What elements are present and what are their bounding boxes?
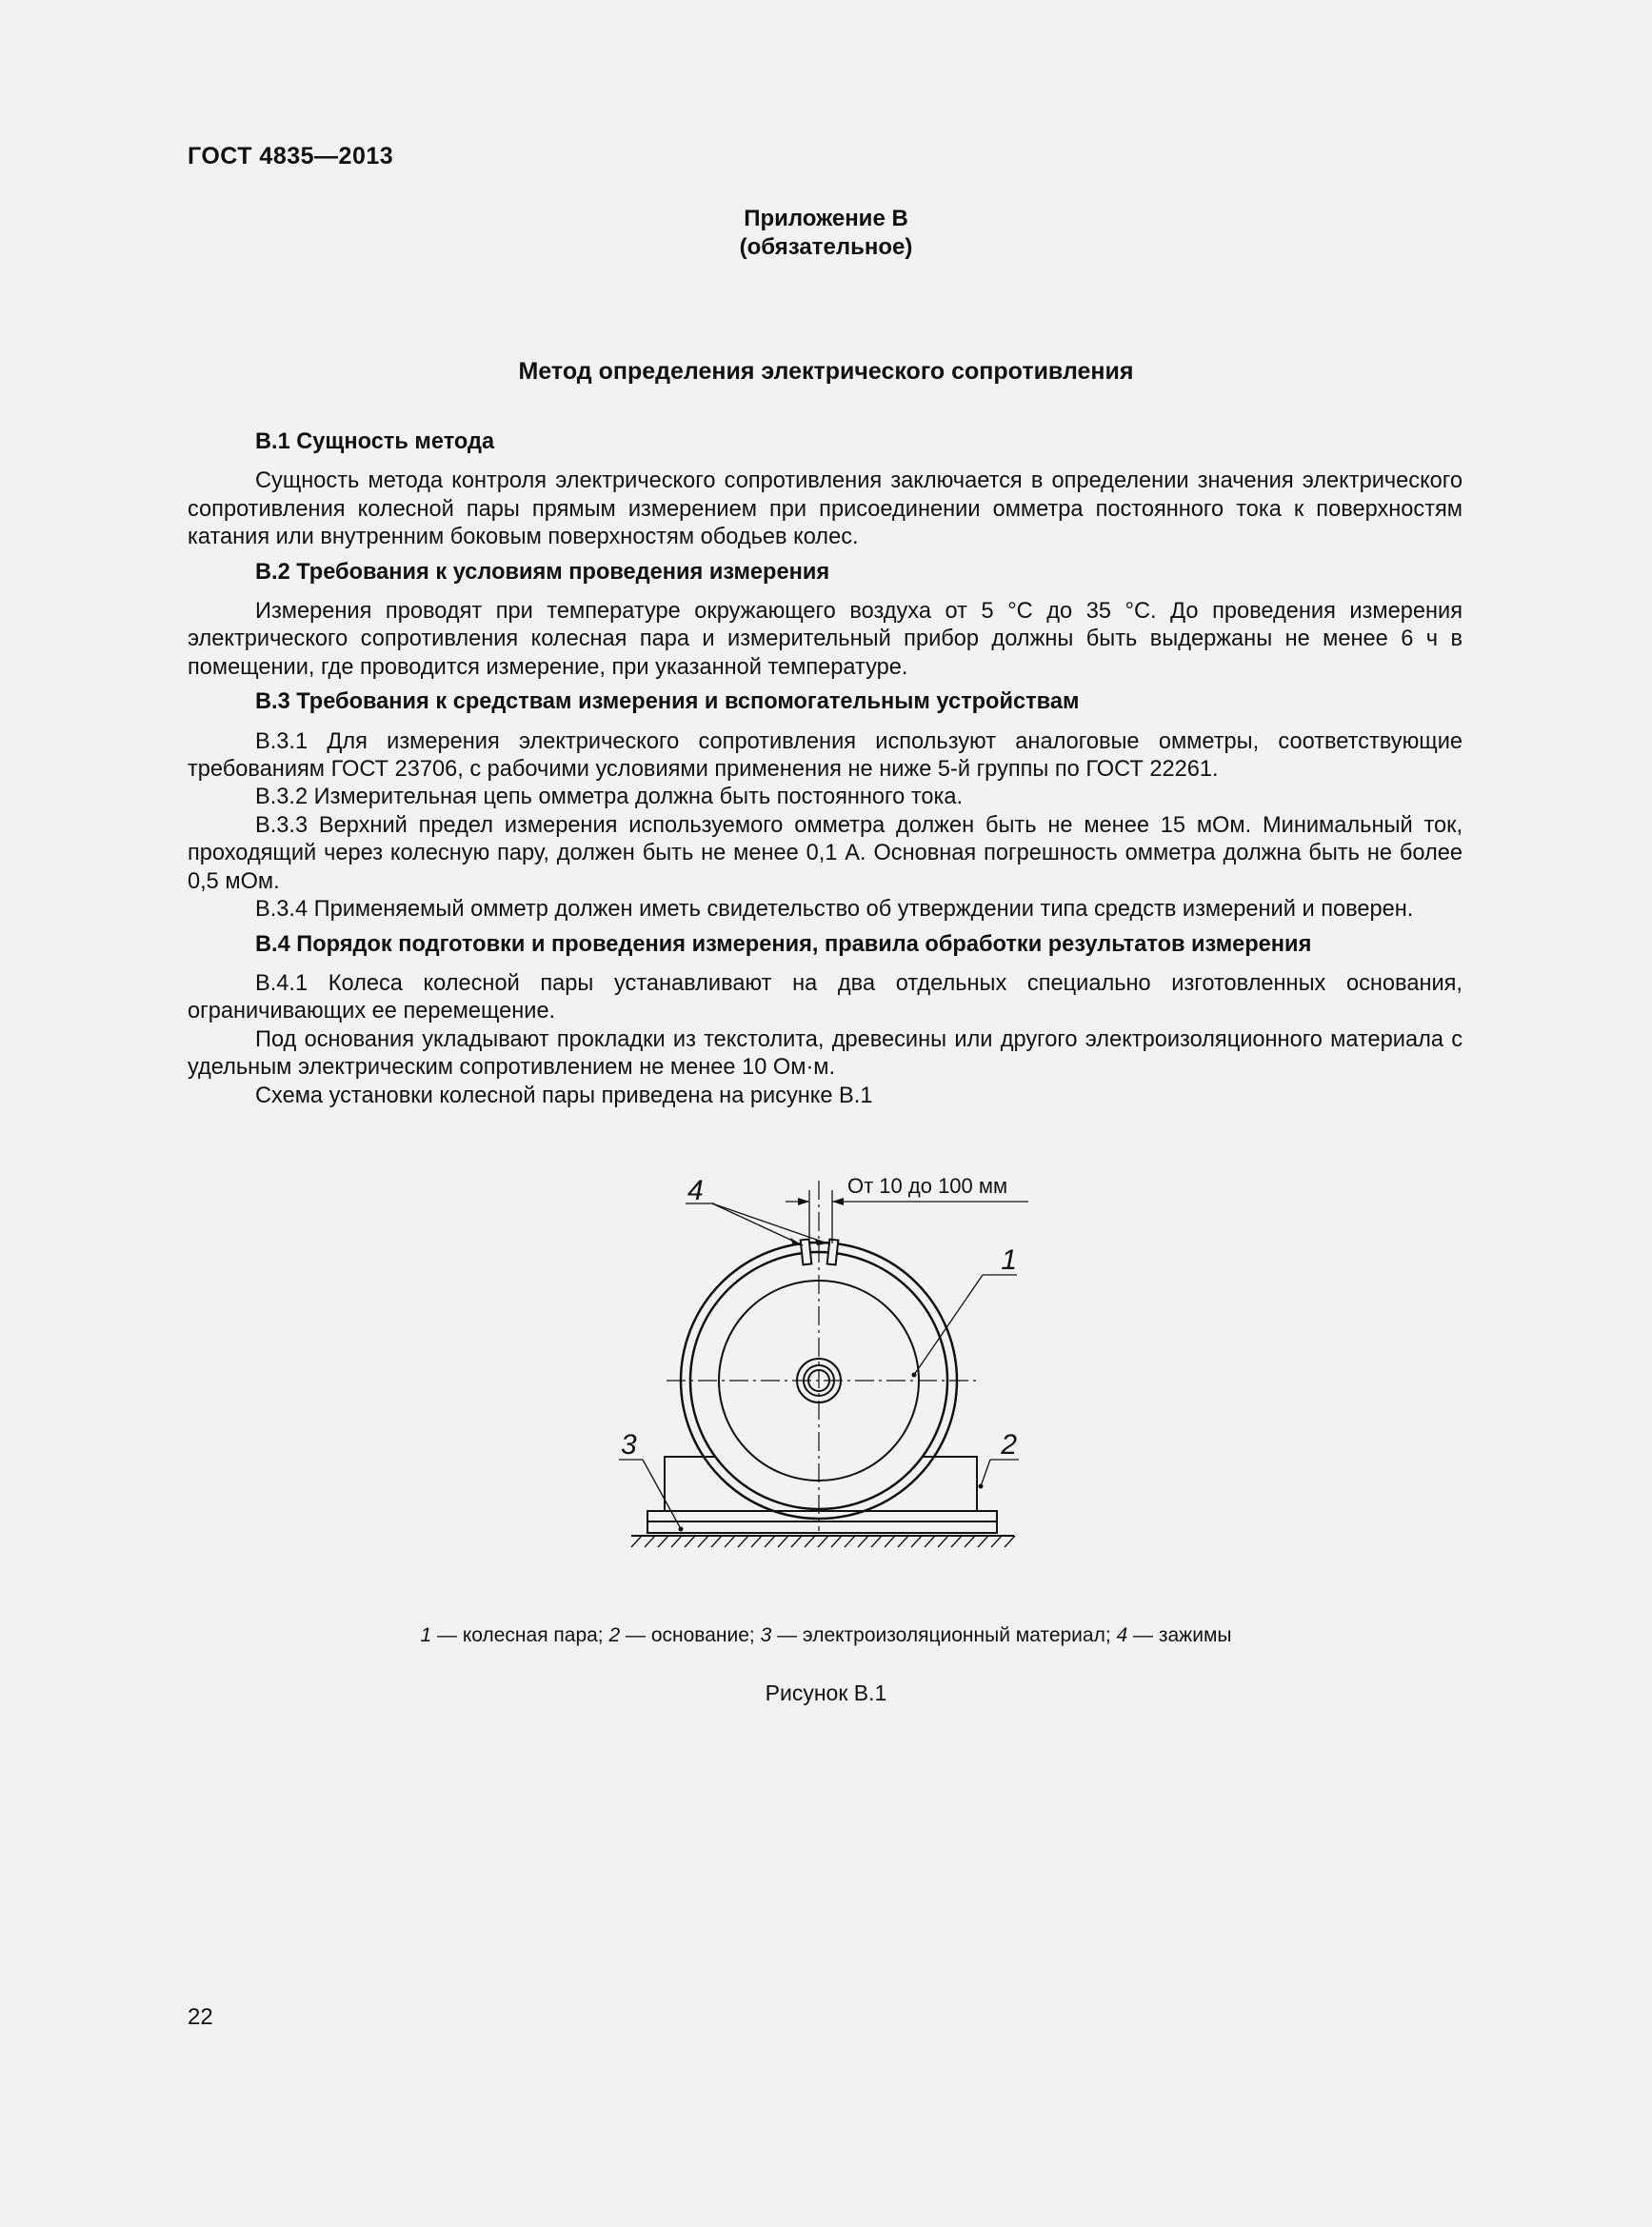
page-number: 22 — [188, 2004, 213, 2030]
legend-num: 1 — [420, 1624, 432, 1646]
document-title: Метод определения электрического сопротивления — [518, 358, 1134, 385]
support-plate — [647, 1521, 997, 1533]
paragraph: В.4.1 Колеса колесной пары устанавливают на два отдельных специально изготовленных основания, ограничивающих ее перемещение. — [188, 970, 1463, 1024]
callout-2: 2 — [1001, 1429, 1017, 1461]
paragraph: Под основания укладывают прокладки из текстолита, древесины или другого электроизоляционного материала с удельным электрическим сопротивлением не менее 10 Ом·м. — [188, 1026, 1463, 1081]
figure-wheelset-diagram — [621, 1162, 1028, 1581]
callout-4: 4 — [687, 1175, 704, 1206]
document-number: ГОСТ 4835—2013 — [188, 143, 394, 169]
insulating-plate — [647, 1511, 997, 1521]
leader-4-to-clamp-left — [712, 1203, 803, 1245]
appendix-heading — [0, 205, 1652, 262]
dimension-label: От 10 до 100 мм — [847, 1174, 1008, 1198]
appendix-title: Приложение В — [744, 206, 908, 231]
appendix-status: (обязательное) — [739, 234, 913, 260]
paragraph: Измерения проводят при температуре окружающего воздуха от 5 °С до 35 °С. До проведения измерения электрического сопротивления колесная пара и измерительный прибор должны быть выдержаны не менее 6 ч в помещении, где проводится измерение, при указанной температуре. — [188, 599, 1463, 680]
legend-num: 3 — [760, 1624, 772, 1646]
section-heading: В.3 Требования к средствам измерения и вспомогательным устройствам — [255, 689, 1080, 715]
legend-num: 2 — [608, 1624, 621, 1646]
body-text — [188, 428, 1463, 1110]
legend-text: — колесная пара; — [431, 1624, 609, 1646]
section-heading: В.4 Порядок подготовки и проведения измерения, правила обработки результатов измерения — [255, 931, 1312, 957]
wheelset-schematic — [621, 1162, 1028, 1581]
figure-legend — [0, 1624, 1652, 1647]
ground-hatching — [631, 1536, 1015, 1547]
paragraph: В.3.3 Верхний предел измерения используемого омметра должен быть не менее 15 мОм. Минимальный ток, проходящий через колесную пару, должен быть не менее 0,1 А. Основная погрешность омметра должна быть не более 0,5 мОм. — [188, 812, 1463, 894]
paragraph: Сущность метода контроля электрического сопротивления заключается в определении значения электрического сопротивления колесной пары прямым измерением при присоединении омметра постоянного тока к поверхностям катания или внутренним боковым поверхностям ободьев колес. — [188, 468, 1463, 550]
callout-3: 3 — [621, 1429, 637, 1461]
legend-num: 4 — [1116, 1624, 1128, 1646]
paragraph: В.3.1 Для измерения электрического сопротивления используют аналоговые омметры, соответствующие требованиям ГОСТ 23706, с рабочими условиями применения не ниже 5-й группы по ГОСТ 22261. — [188, 728, 1463, 783]
callout-1: 1 — [1001, 1244, 1017, 1276]
leader-2 — [981, 1460, 990, 1486]
section-heading: В.2 Требования к условиям проведения измерения — [255, 559, 830, 585]
paragraph: В.3.2 Измерительная цепь омметра должна быть постоянного тока. — [255, 785, 963, 810]
legend-text: — электроизоляционный материал; — [771, 1624, 1117, 1646]
legend-text: — основание; — [620, 1624, 761, 1646]
paragraph: В.3.4 Применяемый омметр должен иметь свидетельство об утверждении типа средств измерений и поверен. — [255, 897, 1414, 923]
base-right — [924, 1457, 977, 1511]
figure-caption: Рисунок В.1 — [765, 1680, 887, 1705]
base-left — [665, 1457, 714, 1511]
legend-text: — зажимы — [1127, 1624, 1232, 1646]
leader-4-to-clamp-right — [712, 1203, 827, 1243]
section-heading: В.1 Сущность метода — [255, 429, 495, 454]
paragraph: Схема установки колесной пары приведена на рисунке В.1 — [255, 1083, 873, 1108]
